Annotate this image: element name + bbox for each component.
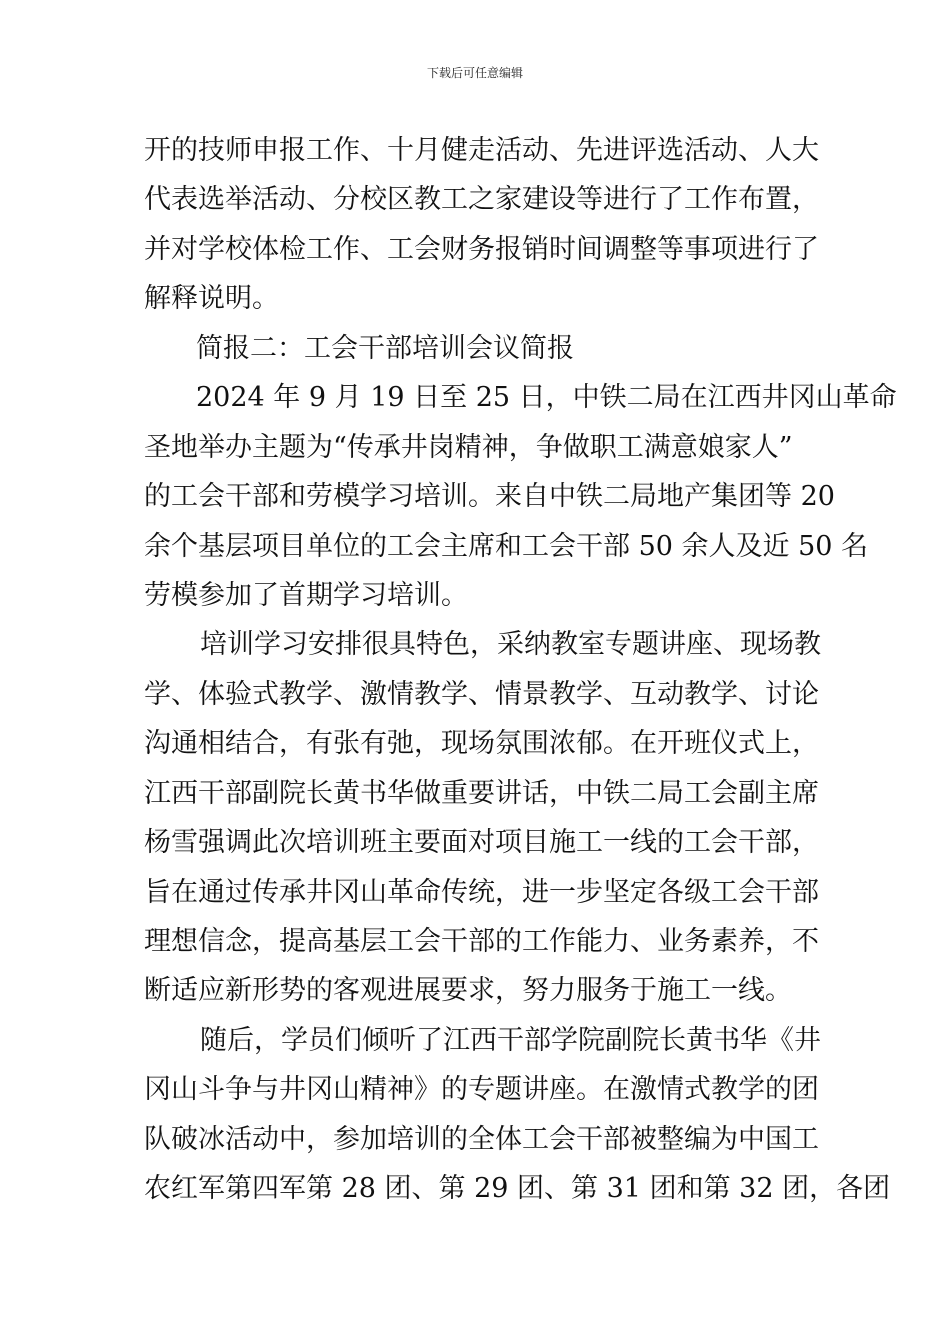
text-line: 2024 年 9 月 19 日至 25 日，中铁二局在江西井冈山革命	[196, 382, 897, 414]
text-line: 农红军第四军第 28 团、第 29 团、第 31 团和第 32 团，各团	[144, 1173, 891, 1205]
text-line: 旨在通过传承井冈山革命传统，进一步坚定各级工会干部	[144, 876, 819, 908]
text-line: 冈山斗争与井冈山精神》的专题讲座。在激情式教学的团	[144, 1074, 819, 1106]
text-line: 理想信念，提高基层工会干部的工作能力、业务素养，不	[144, 926, 819, 957]
text-line: 断适应新形势的客观进展要求，努力服务于施工一线。	[144, 975, 792, 1007]
text-line: 随后，学员们倾听了江西干部学院副院长黄书华《井	[200, 1024, 821, 1056]
text-line: 开的技师申报工作、十月健走活动、先进评选活动、人大	[144, 135, 819, 166]
text-line: 解释说明。	[144, 283, 279, 315]
text-line: 余个基层项目单位的工会主席和工会干部 50 余人及近 50 名	[144, 530, 869, 562]
text-line: 沟通相结合，有张有弛，现场氛围浓郁。在开班仪式上，	[144, 728, 819, 760]
text-line: 培训学习安排很具特色，采纳教室专题讲座、现场教	[200, 629, 821, 661]
text-line: 劳模参加了首期学习培训。	[144, 579, 468, 611]
text-line: 的工会干部和劳模学习培训。来自中铁二局地产集团等 20	[144, 481, 835, 513]
page-header-note: 下载后可任意编辑	[426, 66, 523, 80]
text-line: 并对学校体检工作、工会财务报销时间调整等事项进行了	[144, 233, 819, 265]
text-line: 学、体验式教学、激情教学、情景教学、互动教学、讨论	[144, 678, 819, 710]
text-line: 江西干部副院长黄书华做重要讲话，中铁二局工会副主席	[144, 777, 819, 809]
text-line: 队破冰活动中，参加培训的全体工会干部被整编为中国工	[144, 1123, 819, 1155]
text-line: 圣地举办主题为“传承井岗精神，争做职工满意娘家人”	[144, 431, 793, 463]
document-body	[144, 126, 897, 1214]
text-line: 杨雪强调此次培训班主要面对项目施工一线的工会干部，	[144, 827, 819, 859]
section-heading: 简报二：工会干部培训会议简报	[196, 332, 574, 364]
text-line: 代表选举活动、分校区教工之家建设等进行了工作布置，	[144, 184, 819, 216]
